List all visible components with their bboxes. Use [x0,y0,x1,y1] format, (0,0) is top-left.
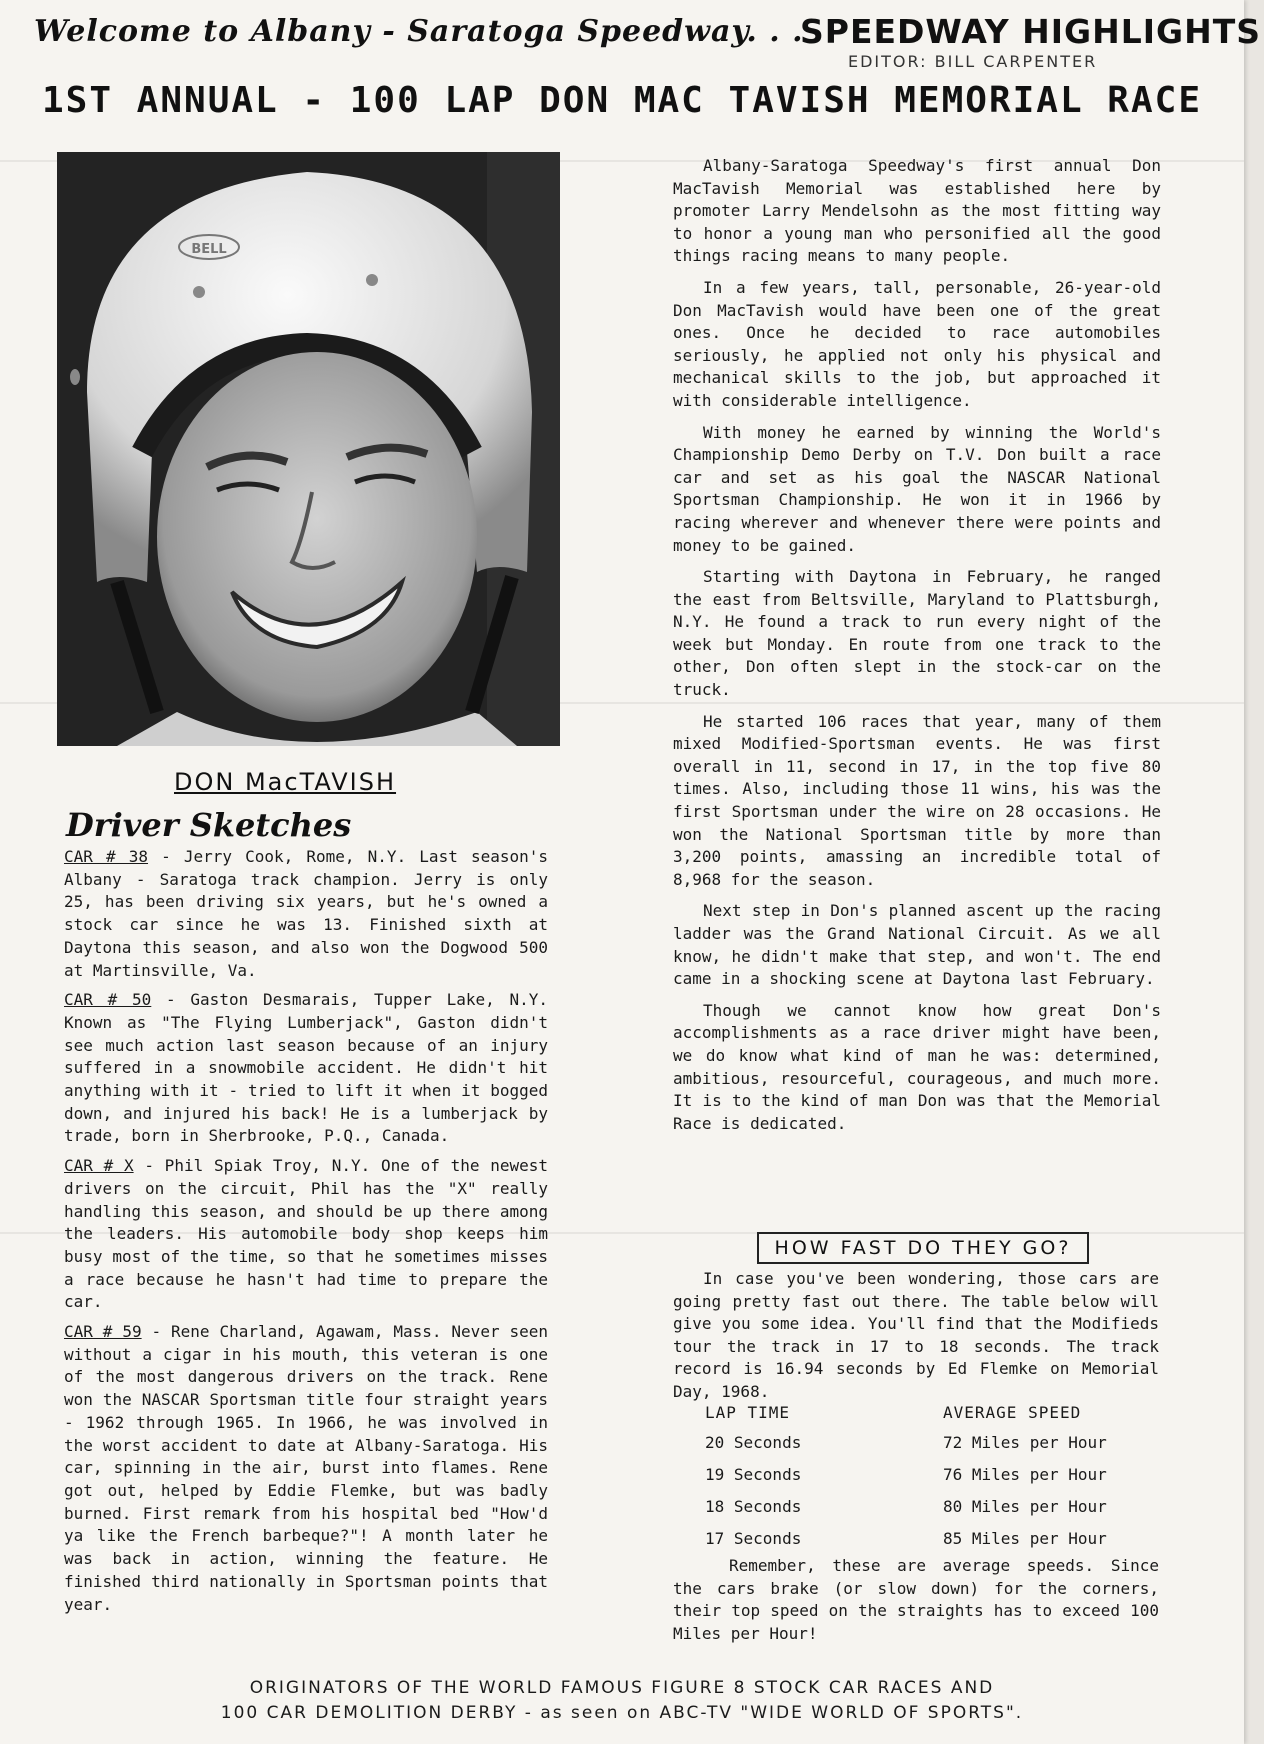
driver-sketch [64,989,548,1148]
column-header-average-speed: AVERAGE SPEED [943,1403,1082,1422]
helmet-brand-text: BELL [191,242,227,257]
lap-time-cell: 17 Seconds [705,1529,802,1548]
driver-sketch [64,846,548,982]
table-header-row [705,1403,1145,1432]
column-header-lap-time: LAP TIME [705,1403,791,1422]
lap-time-cell: 19 Seconds [705,1465,802,1484]
article-paragraph: With money he earned by winning the World's Championship Demo Derby on T.V. Don built a race car and set as his goal the NASCAR National Sportsman Championship. He won it in 1966 by racing wherever and whenever there were points and money to be gained. [673,422,1161,555]
remember-note: Remember, these are average speeds. Since the cars brake (or slow down) for the corners, their top speed on the straights has to exceed 100 Miles per Hour! [673,1556,1159,1643]
driver-sketch-text: - Rene Charland, Agawam, Mass. Never seen without a cigar in his mouth, this veteran is one of the most dangerous drivers on the track. Rene won the NASCAR Sportsman title four straight years - 1962 through 1965. In 1966, he was involved in the worst accident to date at Albany-Saratoga. His car, spinning in the air, burst into flames. Rene got out, helped by Eddie Flemke, but was badly burned. First remark from his hospital bed "How'd ya like the French barbeque?"! A month later he was back in action, winning the feature. He finished third nationally in Sportsman points that year. [64,1322,549,1614]
newsletter-title: SPEEDWAY HIGHLIGHTS [800,12,1262,51]
article-paragraph: Albany-Saratoga Speedway's first annual Don MacTavish Memorial was established here by promoter Larry Mendelsohn as the most fitting way to honor a young man who personified all the good things racing means to many people. [673,156,1161,266]
article-paragraph: Next step in Don's planned ascent up the racing ladder was the Grand National Circuit. As we all know, he didn't make that step, and won't. The end came in a shocking scene at Daytona last February. [673,901,1161,989]
article-paragraph: He started 106 races that year, many of them mixed Modified-Sportsman events. He was first overall in 11, second in 17, in the top five 80 times. Also, including those 11 wins, his was the first Sportsman under the wire on 28 occasions. He won the National Sportsman title by more than 3,200 points, amassing an incredible total of 8,968 for the season. [673,711,1161,889]
speed-cell: 85 Miles per Hour [943,1529,1107,1548]
driver-sketch-text: - Jerry Cook, Rome, N.Y. Last season's Albany - Saratoga track champion. Jerry is only 25, has been driving six years, but he's owned a stock car since he was 13. Finished sixth at Daytona this season, and also won the Dogwood 500 at Martinsville, Va. [64,847,549,980]
driver-sketch-text: - Phil Spiak Troy, N.Y. One of the newest drivers on the circuit, Phil has the "X" really handling this season, and should be up there among the leaders. His automobile body shop keeps him busy most of the time, so that he sometimes misses a race because he hasn't had time to prepare the car. [64,1156,548,1312]
article-paragraph: Starting with Daytona in February, he ranged the east from Beltsville, Maryland to Plattsburgh, N.Y. He found a track to run every night of the week but Monday. En route from one track to the other, Don often slept in the stock-car on the truck. [673,567,1161,700]
footer-line: ORIGINATORS OF THE WORLD FAMOUS FIGURE 8 STOCK CAR RACES AND [249,1678,995,1698]
lap-speed-table [705,1403,1145,1560]
table-row [705,1496,1145,1528]
driver-portrait-photo [57,152,560,746]
car-number: CAR # 59 [64,1322,142,1342]
speed-cell: 76 Miles per Hour [943,1465,1107,1484]
memorial-article [673,155,1161,1144]
car-number: CAR # 50 [64,990,152,1010]
footer-line: 100 CAR DEMOLITION DERBY - as seen on ABC-TV "WIDE WORLD OF SPORTS". [220,1703,1024,1723]
lap-time-cell: 20 Seconds [705,1433,802,1452]
driver-sketch [64,1155,548,1314]
driver-sketch-text: - Gaston Desmarais, Tupper Lake, N.Y. Known as "The Flying Lumberjack", Gaston didn't see much action last season because of an injury suffered in a snowmobile accident. He didn't hit anything with it - tried to lift it when it bogged down, and injured his back! He is a lumberjack by trade, born in Sherbrooke, P.Q., Canada. [64,990,549,1146]
driver-sketch [64,1321,548,1616]
driver-sketches-column [64,846,548,1623]
speed-cell: 72 Miles per Hour [943,1433,1107,1452]
lap-time-cell: 18 Seconds [705,1497,802,1516]
footer-tagline [0,1676,1244,1726]
article-paragraph: In a few years, tall, personable, 26-year-old Don MacTavish would have been one of the great ones. Once he decided to race automobiles seriously, he applied not only his physical and mechanical skills to the job, but approached it with considerable intelligence. [673,277,1161,410]
how-fast-intro: In case you've been wondering, those cars are going pretty fast out there. The table below will give you some idea. You'll find that the Modifieds tour the track in 17 to 18 seconds. The track record is 16.94 seconds by Ed Flemke on Memorial Day, 1968. [673,1269,1159,1401]
how-fast-heading: HOW FAST DO THEY GO? [757,1232,1089,1264]
photo-caption: DON MacTAVISH [174,768,397,796]
article-paragraph: Though we cannot know how great Don's accomplishments as a race driver might have been, we do know what kind of man he was: determined, ambitious, resourceful, courageous, and much more. It is to the kind of man Don was that the Memorial Race is dedicated. [673,1000,1161,1133]
table-row [705,1432,1145,1464]
editor-credit: EDITOR: BILL CARPENTER [848,52,1098,71]
driver-sketches-heading: Driver Sketches [66,806,352,844]
car-number: CAR # X [64,1156,134,1176]
race-title: 1ST ANNUAL - 100 LAP DON MAC TAVISH MEMORIAL RACE [41,80,1203,121]
table-row [705,1464,1145,1496]
speed-cell: 80 Miles per Hour [943,1497,1107,1516]
car-number: CAR # 38 [64,847,149,866]
welcome-banner: Welcome to Albany - Saratoga Speedway. . . [34,14,804,49]
